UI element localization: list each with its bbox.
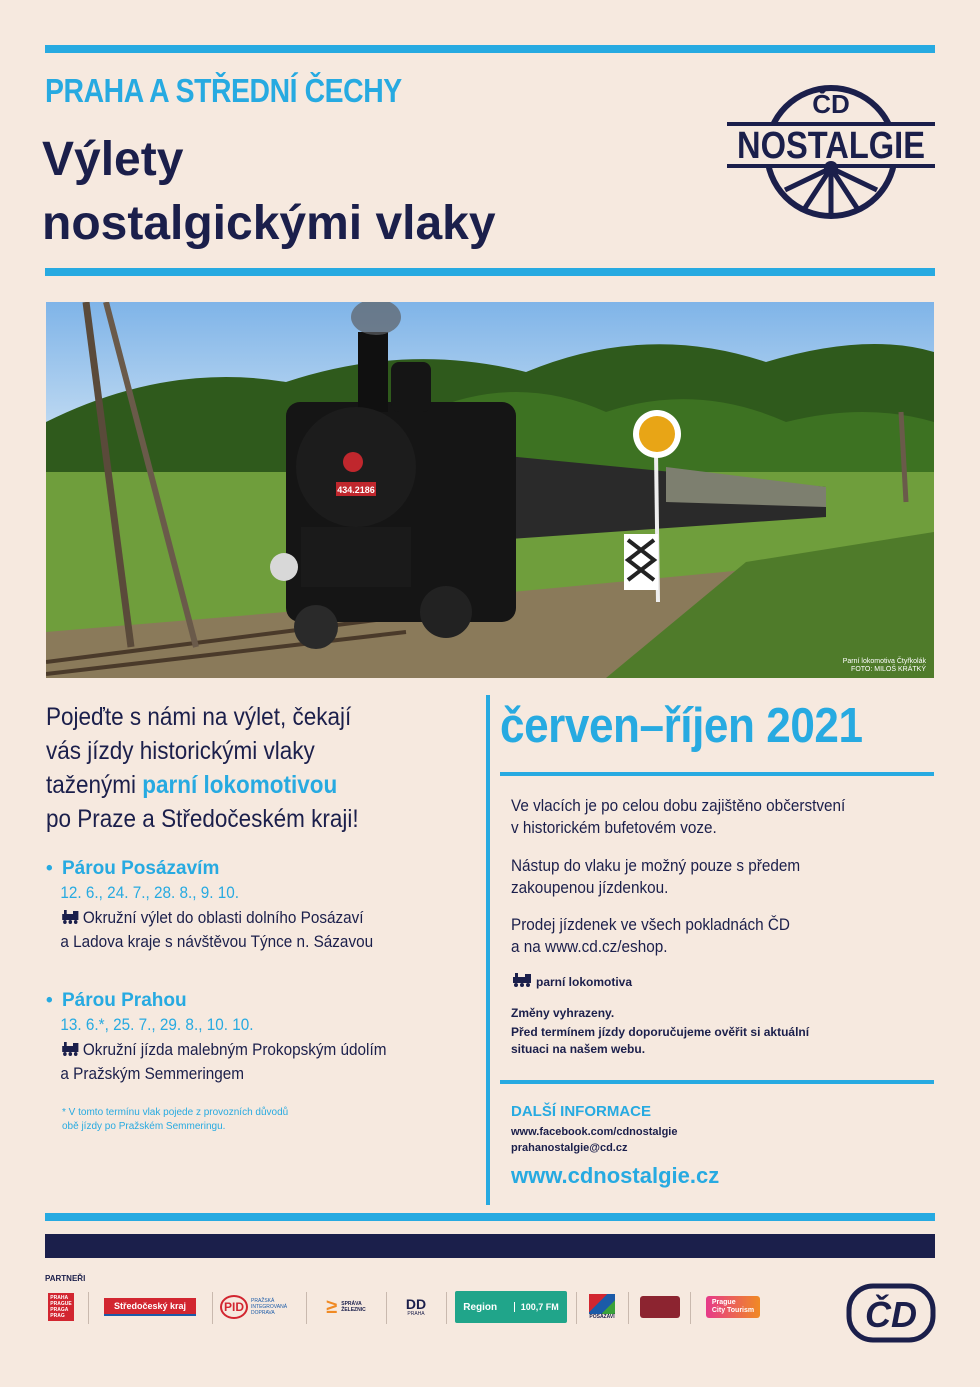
stredocesky-kraj-logo: Středočeský kraj bbox=[98, 1291, 202, 1323]
region-radio-logo: Region 100,7 FM bbox=[455, 1291, 567, 1323]
partner-separator bbox=[306, 1292, 307, 1324]
trip-desc: Okružní jízda malebným Prokopským údolím bbox=[46, 1038, 433, 1062]
intro-line-4: po Praze a Středočeském kraji! bbox=[46, 805, 359, 833]
page-title: Výlety nostalgickými vlaky bbox=[42, 133, 496, 250]
logo-main-text: NOSTALGIE bbox=[737, 125, 925, 167]
trip-desc: Okružní výlet do oblasti dolního Posázaví bbox=[46, 906, 433, 930]
cd-nostalgie-logo bbox=[725, 82, 937, 222]
intro-line-1: Pojeďte s námi na výlet, čekají bbox=[46, 703, 352, 731]
partner-separator bbox=[88, 1292, 89, 1324]
trip-posazavi bbox=[46, 858, 476, 954]
footnote: * V tomto termínu vlak pojede z provozních důvodů obě jízdy po Pražském Semmeringu. bbox=[62, 1107, 289, 1132]
partner-separator bbox=[576, 1292, 577, 1324]
locomotive-number-plate: 434.2186 bbox=[337, 485, 375, 495]
bottom-rule bbox=[45, 1213, 935, 1221]
intro-highlight: parní lokomotivou bbox=[142, 771, 338, 799]
cd-logo bbox=[846, 1283, 936, 1343]
spravy-zeleznic-logo: ≥ SPRÁVA ŽELEZNIC bbox=[326, 1295, 366, 1318]
bullet: • bbox=[46, 858, 53, 879]
trip-praha bbox=[46, 990, 476, 1086]
partner-separator bbox=[690, 1292, 691, 1324]
column-divider bbox=[486, 695, 490, 1205]
period-rule bbox=[500, 772, 934, 776]
top-rule bbox=[45, 45, 935, 53]
navy-band bbox=[45, 1234, 935, 1258]
posazavi-logo: POSÁZAVÍ bbox=[584, 1291, 620, 1323]
partners-label: PARTNEŘI bbox=[45, 1274, 86, 1283]
intro-line-3-pre: taženými bbox=[46, 771, 143, 799]
partner-separator bbox=[446, 1292, 447, 1324]
intro-text bbox=[46, 700, 424, 836]
changes-note: Změny vyhrazeny. bbox=[511, 1006, 615, 1020]
title-rule bbox=[45, 268, 935, 276]
partner-separator bbox=[212, 1292, 213, 1324]
intro-line-3 bbox=[46, 768, 424, 802]
logo-top-text: ČD bbox=[812, 89, 850, 119]
partner-separator bbox=[386, 1292, 387, 1324]
cd-logo-text: ČD bbox=[865, 1294, 917, 1335]
info-rule bbox=[500, 1080, 934, 1084]
locomotive-photo bbox=[46, 302, 934, 678]
intro-line-2: vás jízdy historickými vlaky bbox=[46, 737, 315, 765]
more-info-heading: DALŠÍ INFORMACE bbox=[511, 1103, 651, 1120]
praha-logo: PRAHA PRAGUE PRAGA PRAG bbox=[50, 1295, 72, 1319]
steam-train-icon bbox=[60, 910, 80, 924]
trip-title: • Párou Prahou bbox=[46, 990, 187, 1011]
email-link[interactable]: prahanostalgie@cd.cz bbox=[511, 1142, 628, 1154]
region-heading: PRAHA A STŘEDNÍ ČECHY bbox=[45, 72, 402, 109]
trip-dates: 13. 6.*, 25. 7., 29. 8., 10. 10. bbox=[60, 1015, 254, 1034]
bullet: • bbox=[46, 990, 53, 1011]
train-museum-icon bbox=[640, 1296, 680, 1318]
steam-train-icon bbox=[60, 1042, 80, 1056]
trip-title: • Párou Posázavím bbox=[46, 858, 220, 879]
legend-steam: parní lokomotiva bbox=[511, 973, 632, 991]
partner-separator bbox=[628, 1292, 629, 1324]
season-period: červen–říjen 2021 bbox=[500, 699, 863, 753]
photo-credit: Parní lokomotiva Čtyřkolák FOTO: MILOŠ KRÁTKÝ bbox=[842, 658, 926, 673]
info-boarding: Nástup do vlaku je možný pouze s předem zakoupenou jízdenkou. bbox=[511, 856, 801, 897]
trip-desc-2: a Ladova kraje s návštěvou Týnce n. Sázavou bbox=[60, 932, 374, 951]
pid-logo: PID PRAŽSKÁ INTEGROVANÁ DOPRAVA bbox=[220, 1291, 300, 1323]
dd-praha-logo: DD PRAHA bbox=[405, 1296, 427, 1317]
website-link[interactable]: www.cdnostalgie.cz bbox=[511, 1163, 720, 1188]
trip-dates: 12. 6., 24. 7., 28. 8., 9. 10. bbox=[60, 883, 240, 902]
advice-note: Před termínem jízdy doporučujeme ověřit si aktuální situaci na našem webu. bbox=[511, 1025, 810, 1056]
museum-logo bbox=[638, 1291, 682, 1323]
trip-desc-2: a Pražským Semmeringem bbox=[60, 1064, 245, 1083]
prague-city-tourism-logo: Prague City Tourism bbox=[698, 1291, 768, 1323]
info-refreshments: Ve vlacích je po celou dobu zajištěno občerstvení v historickém bufetovém voze. bbox=[511, 796, 846, 837]
steam-train-icon bbox=[511, 973, 533, 987]
info-tickets: Prodej jízdenek ve všech pokladnách ČD a na www.cd.cz/eshop. bbox=[511, 915, 790, 956]
facebook-link[interactable]: www.facebook.com/cdnostalgie bbox=[511, 1126, 678, 1138]
